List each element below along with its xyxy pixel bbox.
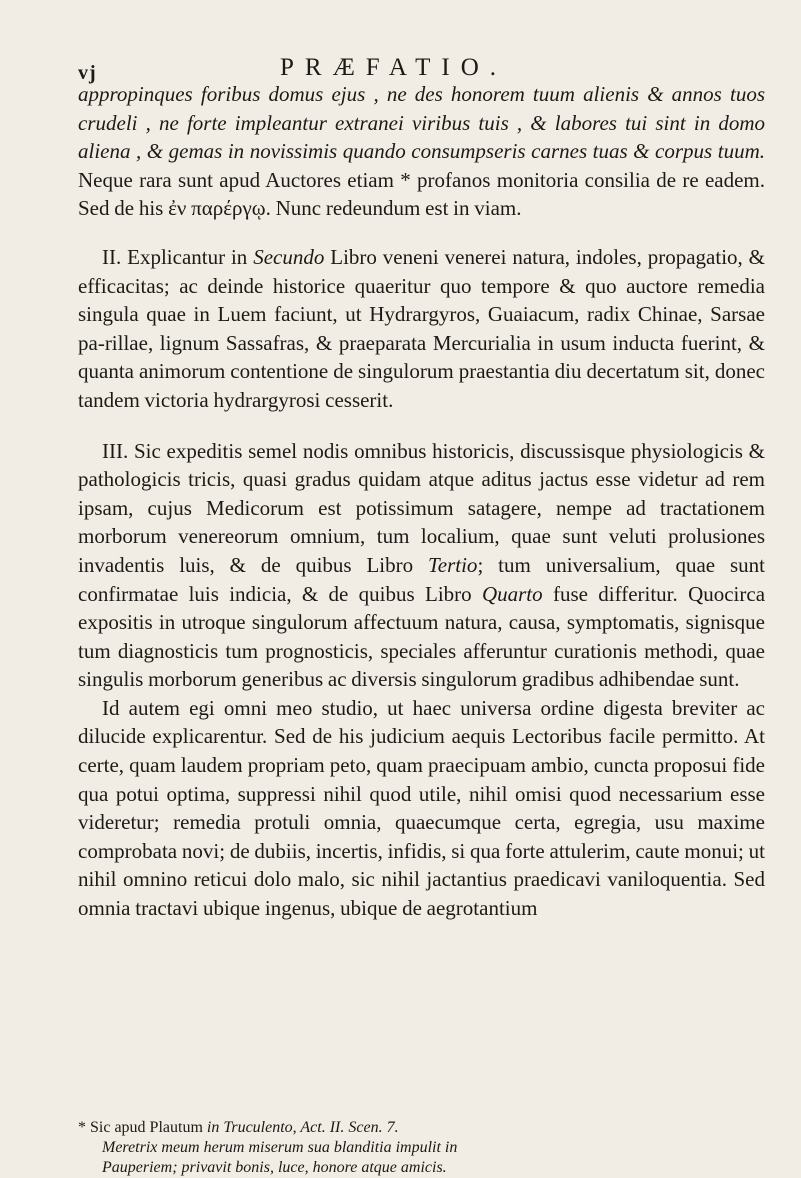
scripture-quote: appropinques foribus domus ejus , ne des honorem tuum alienis & annos tuos crudeli , ne forte impleantur extranei viribus tuis , & labores tui sint in domo aliena , & gemas in novissimis quando consumpseris carnes tuas & corpus tuum. <box>78 82 765 164</box>
footnote-source: in Truculento, Act. II. Scen. 7. <box>206 1119 399 1136</box>
paragraph-2 <box>78 243 765 415</box>
paragraph-3 <box>78 437 765 694</box>
footnote <box>78 1118 765 1178</box>
footnote-line-3: Pauperiem; privavit bonis, luce, honore atque amicis. <box>102 1159 447 1176</box>
paragraph-3-lead: III. Sic expeditis semel nodis omnibus historicis, discussisque physiologicis & pathologicis tricis, quasi gradus quidam atque aditus jactus esse videtur ad rem ipsam, cujus Medicorum est potissimum satagere, nempe ad tractationem morborum venereorum omnium, tum localium, quae sunt veluti prolusiones invadentis luis, & de quibus Libro <box>78 438 765 577</box>
book-label-secundo: Secundo <box>253 244 325 269</box>
footnote-line-2: Meretrix meum herum miserum sua blanditia impulit in <box>102 1139 458 1156</box>
paragraph-3-mid: ; tum universalium, quae sunt confirmatae luis indicia, & de quibus Libro <box>78 552 766 606</box>
page-number: vj <box>78 62 97 84</box>
paragraph-2-text: Libro veneni venerei natura, indoles, propagatio, & efficacitas; ac deinde historice quaeritur quo tempore & quo auctore remedia singula quae in Luem faciunt, ut Hydrargyros, Guaiacum, radix Chinae, Sarsae pa-rillae, lignum Sassafras, & praeparata Mercurialia in usum inducta fuerint, & quanta animorum contentione de singulorum praestantia diu decertatum sit, donec tandem victoria hydrargyrosi cesserit. <box>78 244 765 412</box>
footnote-marker: * Sic apud Plautum <box>78 1119 203 1136</box>
running-title: PRÆFATIO. <box>280 54 508 81</box>
paragraph-2-lead: II. Explicantur in <box>102 244 248 269</box>
book-label-quarto: Quarto <box>481 581 543 606</box>
book-label-tertio: Tertio <box>428 552 478 577</box>
paragraph-4: Id autem egi omni meo studio, ut haec universa ordine digesta breviter ac dilucide explicarentur. Sed de his judicium aequis Lectoribus facile permitto. At certe, quam laudem propriam peto, quam praecipuam ambio, cuncta proposui fide qua potui optima, suppressi nihil quod utile, nihil omisi quod necessarium esse videretur; remedia protuli omnia, quaecumque certa, egregia, usu maxime comprobata novi; de dubiis, incertis, infidis, si qua forte attulerim, caute monui; ut nihil omnino reticui dolo malo, sic nihil jactantius praedicavi vaniloquentia. Sed omnia tractavi ubique ingenus, ubique de aegrotantium <box>78 695 765 921</box>
page-header <box>78 40 765 84</box>
paragraph-1 <box>78 80 765 223</box>
paragraph-1-rest: Neque rara sunt apud Auctores etiam * profanos monitoria consilia de re eadem. Sed de his ἐν παρέργῳ. Nunc redeundum est in viam. <box>78 167 765 221</box>
paragraph-3-rest: fuse differitur. Quocirca expositis in utroque singulorum affectuum natura, causa, symptomatis, signisque tum diagnosticis tum prognosticis, speciales afferuntur curationis methodi, quae singulis morborum generibus ac diversis singulorum gradibus adhibendae sunt. <box>78 581 766 692</box>
